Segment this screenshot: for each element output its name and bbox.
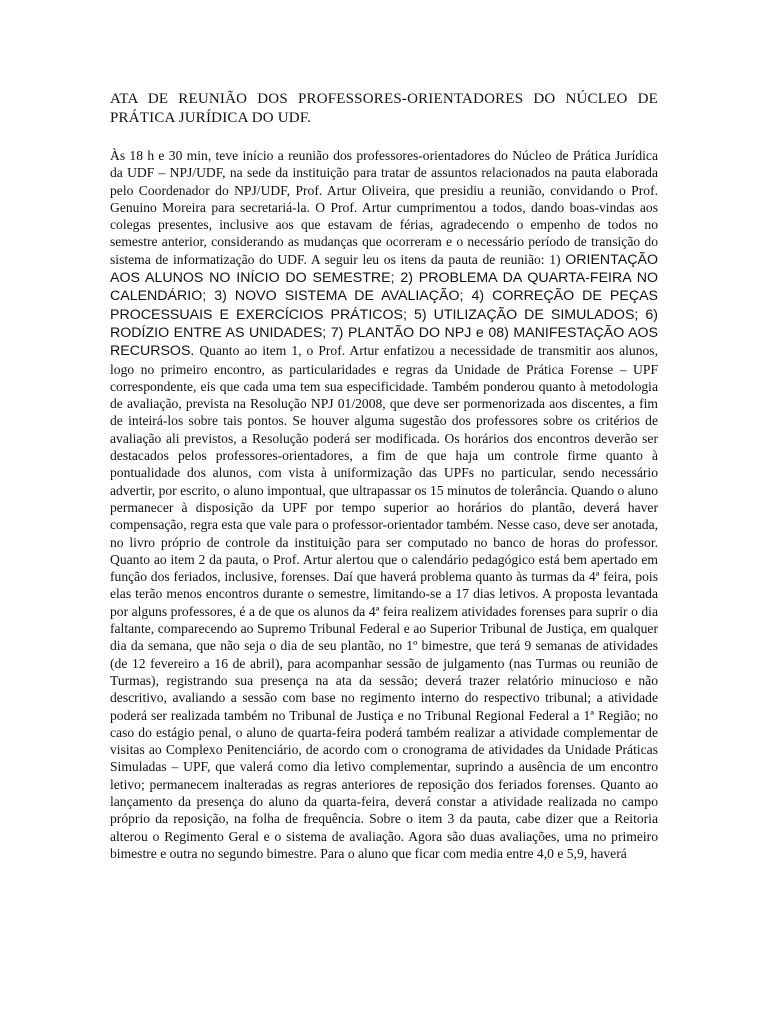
document-page [110,90,658,862]
body-text-continued: Quanto ao item 1, o Prof. Artur enfatizou a necessidade de transmitir aos alunos, logo no primeiro encontro, as particularidades e regras da Unidade de Prática Forense – UPF correspondente, eis que cada uma tem sua especificidade. Também ponderou quanto à metodologia de avaliação, prevista na Resolução NPJ 01/2008, que deve ser pormenorizada aos discentes, a fim de inteirá-los sobre tais pontos. Se houver alguma sugestão dos professores sobre os critérios de avaliação ali previstos, a Resolução poderá ser modificada. Os horários dos encontros deverão ser destacados pelos professores-orientadores, a fim de que haja um controle firme quanto à pontualidade dos alunos, com vista à uniformização das UPFs no particular, sendo necessário advertir, por escrito, o aluno impontual, que ultrapassar os 15 minutos de tolerância. Quando o aluno permanecer à disposição da UPF por tempo superior ao horários do plantão, deverá haver compensação, regra esta que vale para o professor-orientador também. Nesse caso, deve ser anotada, no livro próprio de controle da instituição para ser computado no banco de horas do professor. Quanto ao item 2 da pauta, o Prof. Artur alertou que o calendário pedagógico está bem apertado em função dos feriados, inclusive, forenses. Daí que haverá problema quanto às turmas da 4ª feira, pois elas terão menos encontros durante o semestre, limitando-se a 17 dias letivos. A proposta levantada por alguns professores, é a de que os alunos da 4ª feira realizem atividades forenses para suprir o dia faltante, comparecendo ao Supremo Tribunal Federal e ao Superior Tribunal de Justiça, em qualquer dia da semana, que não seja o dia de seu plantão, no 1º bimestre, que terá 9 semanas de atividades (de 12 fevereiro a 16 de abril), para acompanhar sessão de julgamento (nas Turmas ou reunião de Turmas), registrando sua presença na ata da sessão; deverá trazer relatório minucioso e não descritivo, avaliando a sessão com base no regimento interno do respectivo tribunal; a atividade poderá ser realizada também no Tribunal de Justiça e no Tribunal Regional Federal a 1ª Região; no caso do estágio penal, o aluno de quarta-feira poderá também realizar a atividade complementar de visitas ao Complexo Penitenciário, de acordo com o cronograma de atividades da Unidade Práticas Simuladas – UPF, que valerá como dia letivo complementar, suprindo a ausência de um encontro letivo; permanecem inalteradas as regras anteriores de reposição dos feriados forenses. Quanto ao lançamento da presença do aluno da quarta-feira, deverá constar a atividade realizada no campo próprio da reposição, na folha de frequência. Sobre o item 3 da pauta, cabe dizer que a Reitoria alterou o Regimento Geral e o sistema de avaliação. Agora são duas avaliações, uma no primeiro bimestre e outra no segundo bimestre. Para o aluno que ficar com media entre 4,0 e 5,9, haverá [110,343,658,861]
body-text-intro: Às 18 h e 30 min, teve início a reunião dos professores-orientadores do Núcleo de Prática Jurídica da UDF – NPJ/UDF, na sede da instituição para tratar de assuntos relacionados na pauta elaborada pelo Coordenador do NPJ/UDF, Prof. Artur Oliveira, que presidiu a reunião, convidando o Prof. Genuino Moreira para secretariá-la. O Prof. Artur cumprimentou a todos, dando boas-vindas aos colegas presentes, inclusive aos que estavam de férias, agradecendo o empenho de todos no semestre anterior, considerando as mudanças que ocorreram e o necessário período de transição do sistema de informatização do UDF. A seguir leu os itens da pauta de reunião: 1) [110,148,658,267]
document-title: ATA DE REUNIÃO DOS PROFESSORES-ORIENTADORES DO NÚCLEO DE PRÁTICA JURÍDICA DO UDF. [110,91,658,126]
document-body [110,147,658,862]
agenda-items: ORIENTAÇÃO AOS ALUNOS NO INÍCIO DO SEMESTRE; 2) PROBLEMA DA QUARTA-FEIRA NO CALENDÁRIO; 3) NOVO SISTEMA DE AVALIAÇÃO; 4) CORREÇÃO DE PEÇAS PROCESSUAIS E EXERCÍCIOS PRÁTICOS; 5) UTILIZAÇÃO DE SIMULADOS; 6) RODÍZIO ENTRE AS UNIDADES; 7) PLANTÃO DO NPJ e 08) MANIFESTAÇÃO AOS RECURSOS. [110,251,658,360]
